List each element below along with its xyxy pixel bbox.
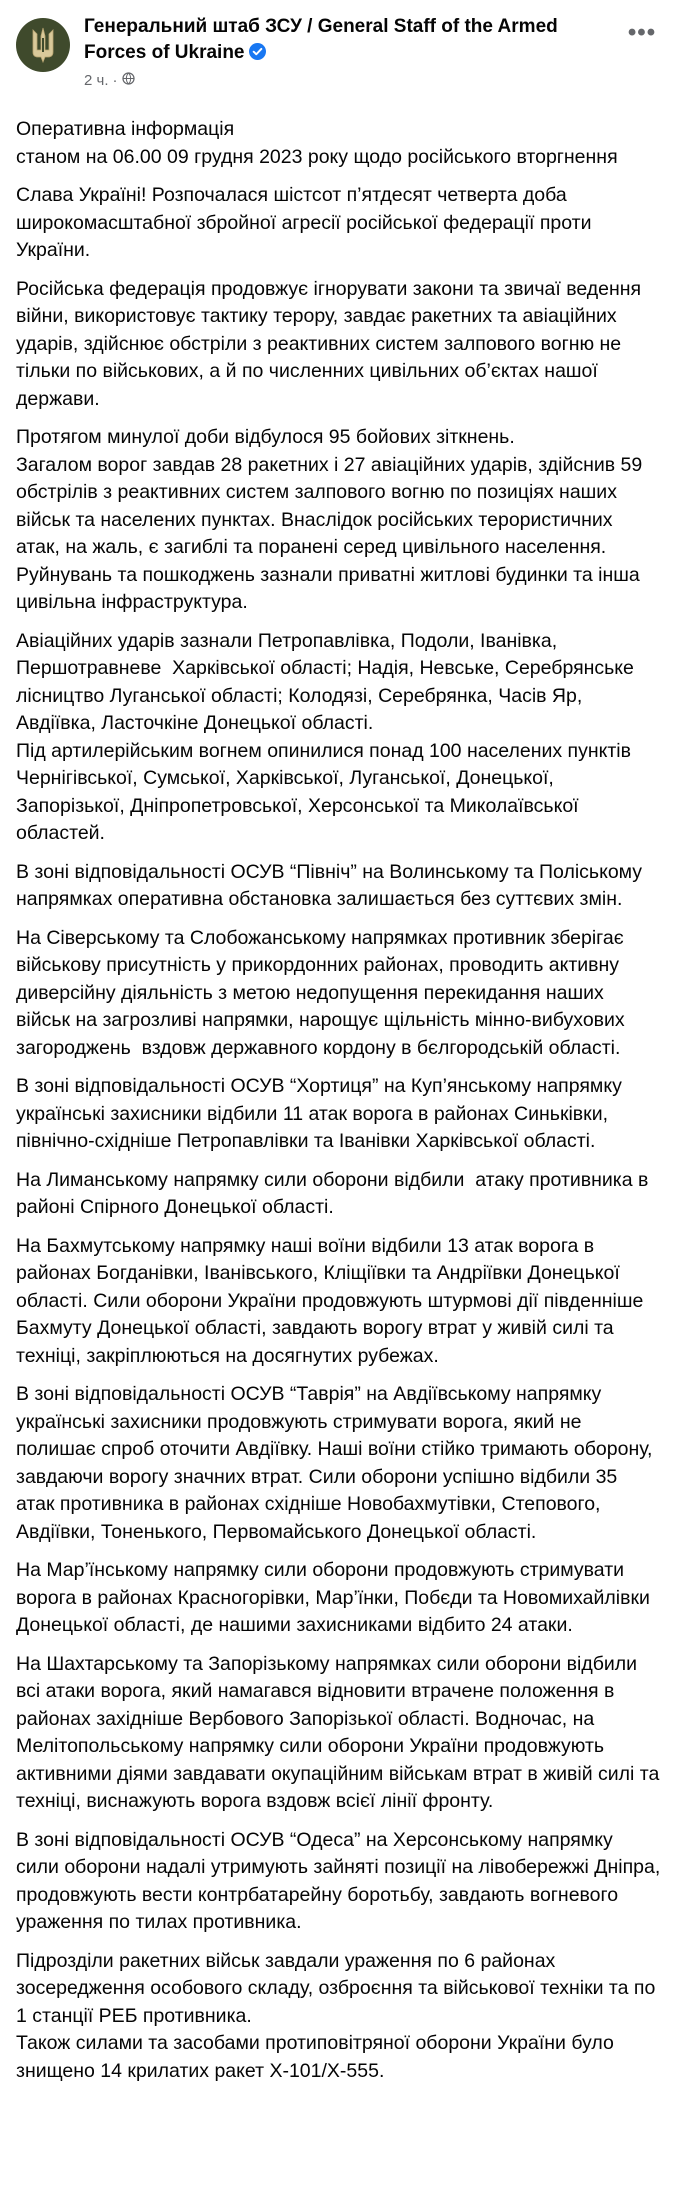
post-paragraph: На Сіверському та Слобожанському напрямках противник зберігає військову присутність у прикордонних районах, проводить активну диверсійну діяльність з метою недопущення перекидання наших військ на загрозливі напрямки, нарощує щільність мінно-вибухових загороджень вздовж державного кордону в бєлгородській області.	[16, 926, 631, 1059]
post-paragraph: Слава Україні! Розпочалася шістсот п’ятдесят четверта доба широкомасштабної збройної агресії російської федерації проти України.	[16, 184, 597, 261]
post-paragraph: На Лиманському напрямку сили оборони відбили атаку противника в районі Спірного Донецької області.	[16, 1168, 654, 1218]
page-name-text[interactable]: Генеральний штаб ЗСУ / General Staff of the Armed Forces of Ukraine	[84, 16, 558, 63]
trident-emblem-icon	[26, 26, 60, 64]
more-options-icon[interactable]: •••	[627, 19, 657, 46]
post-paragraph: В зоні відповідальності ОСУВ “Північ” на Волинському та Поліському напрямках оперативна обстановка залишається без суттєвих змін.	[16, 860, 648, 910]
meta-separator: ·	[112, 72, 118, 89]
post-paragraph: Російська федерація продовжує ігнорувати закони та звичаї ведення війни, використовує тактику терору, завдає ракетних та авіаційних ударів, здійснює обстріли з реактивних систем залпового вогню не тільки по військових, а й по численних цивільних об’єктах нашої держави.	[16, 277, 647, 410]
post-paragraph: В зоні відповідальності ОСУВ “Одеса” на Херсонському напрямку сили оборони надалі утримують зайняті позиції на лівобережжі Дніпра, продовжують вести контрбатарейну боротьбу, завдають вогневого ураження по тилах противника.	[16, 1828, 666, 1933]
page-avatar[interactable]	[16, 18, 70, 72]
post-paragraph: Оперативна інформація станом на 06.00 09 грудня 2023 року щодо російського вторгнення	[16, 118, 618, 168]
verified-badge-icon	[249, 42, 266, 68]
post-body	[0, 94, 677, 2085]
page-name[interactable]	[84, 14, 604, 68]
post-paragraph: На Бахмутському напрямку наші воїни відбили 13 атак ворога в районах Богданівки, Іванівського, Кліщіївки та Андріївки Донецької області. Сили оборони України продовжують штурмові дії південніше Бахмуту Донецької області, завдають ворогу втрат у живій силі та техніці, закріплюються на досягнутих рубежах.	[16, 1234, 649, 1367]
post-paragraph: Протягом минулої доби відбулося 95 бойових зіткнень. Загалом ворог завдав 28 ракетних і 27 авіаційних ударів, здійснив 59 обстрілів з реактивних систем залпового вогню по позиціях наших військ та населених пунктах. Внаслідок російських терористичних атак, на жаль, є загиблі та поранені серед цивільного населення. Руйнувань та пошкоджень зазнали приватні житлові будинки та інша цивільна інфраструктура.	[16, 426, 643, 613]
post-header	[0, 14, 677, 94]
post-paragraph: В зоні відповідальності ОСУВ “Таврія” на Авдіївському напрямку українські захисники продовжують стримувати ворога, який не полишає спроб оточити Авдіївку. Наші воїни стійко тримають оборону, завдаючи ворогу значних втрат. Сили оборони успішно відбили 35 атак противника в районах східніше Новобахмутівки, Степового, Авдіївки, Тоненького, Первомайського Донецької області.	[16, 1383, 658, 1543]
post-paragraph: Авіаційних ударів зазнали Петропавлівка, Подоли, Іванівка, Першотравневе Харківської області; Надія, Невське, Серебрянське лісництво Луганської області; Колодязі, Серебрянка, Часів Яр, Авдіївка, Ласточкіне Донецької області. Під артилерійським вогнем опинилися понад 100 населених пунктів Чернігівської, Сумської, Харківської, Луганської, Донецької, Запорізької, Дніпропетровської, Херсонської та Миколаївської областей.	[16, 629, 634, 844]
post-timestamp[interactable]: 2 ч.	[84, 72, 109, 89]
post-paragraph: В зоні відповідальності ОСУВ “Хортиця” на Куп’янському напрямку українські захисники відбили 11 атак ворога в районах Синьківки, північно-східніше Петропавлівки та Іванівки Харківської області.	[16, 1075, 628, 1152]
post-paragraph: На Мар’їнському напрямку сили оборони продовжують стримувати ворога в районах Красногорівки, Мар’їнки, Побєди та Новомихайлівки Донецької області, де нашими захисниками відбито 24 атаки.	[16, 1559, 656, 1636]
post-meta	[84, 72, 135, 89]
post-paragraph: На Шахтарському та Запорізькому напрямках сили оборони відбили всі атаки ворога, який намагався відновити втрачене положення в районах західніше Вербового Запорізької області. Водночас, на Мелітопольському напрямку сили оборони України продовжують активними діями завдавати окупаційним військам втрат в живій силі та техніці, виснажують ворога вздовж всієї лінії фронту.	[16, 1652, 665, 1812]
globe-icon[interactable]	[122, 72, 135, 89]
post-paragraph: Підрозділи ракетних військ завдали ураження по 6 районах зосередження особового складу, озброєння та військової техніки та по 1 станції РЕБ противника. Також силами та засобами протиповітряної оборони України було знищено 14 крилатих ракет Х-101/Х-555.	[16, 1949, 656, 2082]
